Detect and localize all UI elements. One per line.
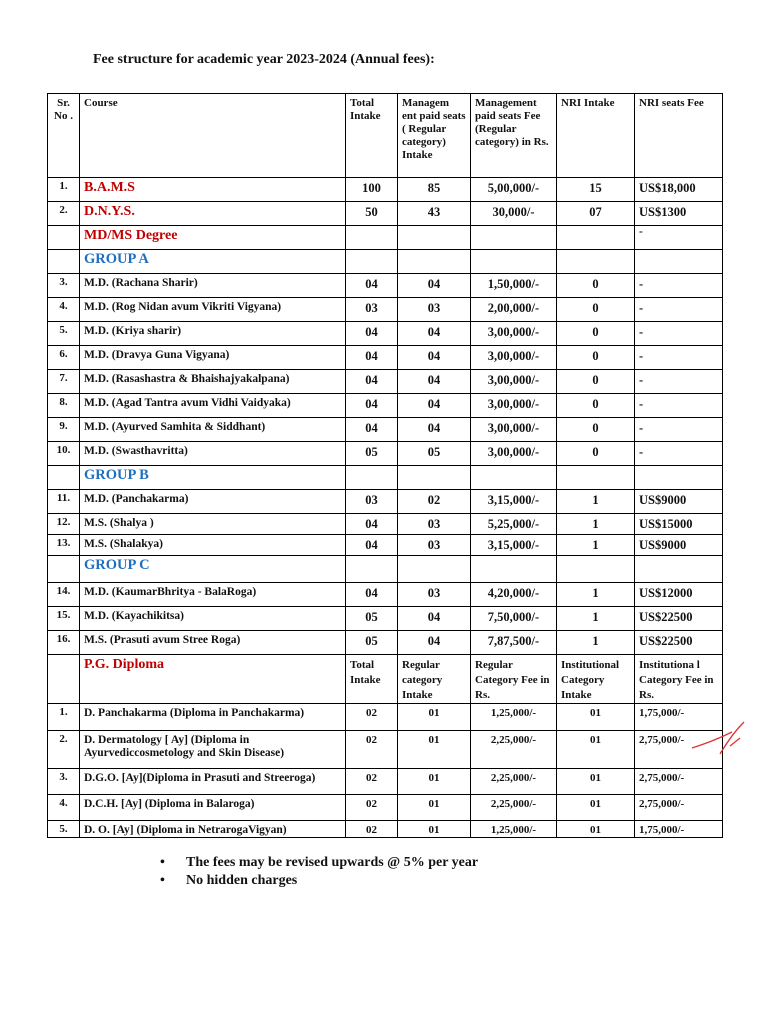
row-course: M.D. (Agad Tantra avum Vidhi Vaidyaka)	[80, 394, 346, 418]
page-title: Fee structure for academic year 2023-2024 (Annual fees):	[93, 52, 435, 67]
header-sr-no: Sr. No .	[48, 94, 80, 178]
row-management-fee: 2,00,000/-	[471, 298, 557, 322]
group-heading-row	[48, 556, 723, 583]
row-management-fee: 3,00,000/-	[471, 442, 557, 466]
row-course: M.D. (Swasthavritta)	[80, 442, 346, 466]
row-total-intake: 02	[346, 704, 398, 731]
row-total-intake: 04	[346, 535, 398, 556]
row-total-intake: 05	[346, 607, 398, 631]
row-management-fee: 3,00,000/-	[471, 370, 557, 394]
row-total-intake: 02	[346, 821, 398, 838]
mdms-heading-row	[48, 226, 723, 250]
table-row	[48, 535, 723, 556]
row-course: D.C.H. [Ay] (Diploma in Balaroga)	[80, 795, 346, 821]
row-management-fee: 5,00,000/-	[471, 178, 557, 202]
table-row	[48, 631, 723, 655]
row-course: M.S. (Shalakya)	[80, 535, 346, 556]
row-management-fee: 3,15,000/-	[471, 535, 557, 556]
header-management-fee: Management paid seats Fee (Regular category) in Rs.	[471, 94, 557, 178]
row-management-fee: 3,00,000/-	[471, 394, 557, 418]
row-sr-no: 2.	[48, 202, 80, 226]
row-course	[80, 178, 346, 202]
pg-diploma-heading: P.G. Diploma	[84, 657, 164, 672]
row-nri-fee: US$15000	[635, 514, 723, 535]
row-sr-no: 14.	[48, 583, 80, 607]
table-row	[48, 607, 723, 631]
header-course: Course	[80, 94, 346, 178]
row-sr-no: 9.	[48, 418, 80, 442]
mdms-nri-fee: -	[635, 226, 723, 250]
row-nri-fee: -	[635, 442, 723, 466]
row-total-intake: 02	[346, 795, 398, 821]
row-nri-intake: 0	[557, 322, 635, 346]
row-management-intake: 04	[398, 418, 471, 442]
row-institutional-intake: 01	[557, 769, 635, 795]
row-management-intake: 04	[398, 631, 471, 655]
row-total-intake: 03	[346, 490, 398, 514]
row-course: M.D. (Panchakarma)	[80, 490, 346, 514]
row-course	[80, 202, 346, 226]
row-nri-intake: 1	[557, 490, 635, 514]
row-sr-no: 1.	[48, 178, 80, 202]
row-management-intake: 04	[398, 607, 471, 631]
row-sr-no: 10.	[48, 442, 80, 466]
row-management-fee: 7,87,500/-	[471, 631, 557, 655]
row-nri-fee: US$22500	[635, 631, 723, 655]
row-management-intake: 03	[398, 535, 471, 556]
group-heading: GROUP A	[84, 251, 149, 267]
row-nri-intake: 1	[557, 535, 635, 556]
table-row	[48, 795, 723, 821]
row-sr-no: 5.	[48, 821, 80, 838]
fee-structure-table	[47, 93, 723, 838]
row-total-intake: 04	[346, 346, 398, 370]
row-management-fee: 1,50,000/-	[471, 274, 557, 298]
row-course: M.D. (Kayachikitsa)	[80, 607, 346, 631]
row-course: M.D. (Rog Nidan avum Vikriti Vigyana)	[80, 298, 346, 322]
table-row	[48, 298, 723, 322]
group-a-section	[48, 250, 723, 466]
table-row	[48, 370, 723, 394]
row-nri-fee: -	[635, 394, 723, 418]
row-management-intake: 04	[398, 370, 471, 394]
row-total-intake: 100	[346, 178, 398, 202]
row-total-intake: 02	[346, 731, 398, 769]
table-row	[48, 769, 723, 795]
row-course: M.S. (Shalya )	[80, 514, 346, 535]
note-no-hidden-charges: • No hidden charges	[160, 872, 478, 890]
row-management-intake: 43	[398, 202, 471, 226]
table-header-row	[48, 94, 723, 178]
row-nri-fee: -	[635, 322, 723, 346]
row-sr-no: 15.	[48, 607, 80, 631]
row-management-fee: 4,20,000/-	[471, 583, 557, 607]
row-nri-intake: 0	[557, 370, 635, 394]
row-regular-intake: 01	[398, 821, 471, 838]
table-row	[48, 418, 723, 442]
handwritten-pen-mark	[690, 718, 750, 756]
diploma-header-regular-fee: Regular Category Fee in Rs.	[471, 655, 557, 704]
notes-list	[160, 854, 478, 890]
group-heading: GROUP B	[84, 467, 149, 483]
row-management-fee: 3,15,000/-	[471, 490, 557, 514]
group-heading-row	[48, 466, 723, 490]
row-course: M.D. (Rasashastra & Bhaishajyakalpana)	[80, 370, 346, 394]
row-management-intake: 03	[398, 298, 471, 322]
row-nri-intake: 0	[557, 394, 635, 418]
row-nri-fee: US$9000	[635, 490, 723, 514]
row-nri-fee: US$12000	[635, 583, 723, 607]
row-nri-intake: 0	[557, 274, 635, 298]
pg-diploma-header-row	[48, 655, 723, 704]
row-nri-fee: -	[635, 370, 723, 394]
header-nri-intake: NRI Intake	[557, 94, 635, 178]
row-total-intake: 03	[346, 298, 398, 322]
row-nri-intake: 1	[557, 631, 635, 655]
row-management-intake: 04	[398, 274, 471, 298]
row-nri-fee: US$1300	[635, 202, 723, 226]
diploma-header-institutional-intake: Institutional Category Intake	[557, 655, 635, 704]
row-nri-intake: 1	[557, 514, 635, 535]
row-sr-no: 11.	[48, 490, 80, 514]
row-course: M.D. (Ayurved Samhita & Siddhant)	[80, 418, 346, 442]
row-management-intake: 85	[398, 178, 471, 202]
row-course-name: D.N.Y.S.	[84, 204, 135, 219]
table-row	[48, 490, 723, 514]
mdms-heading: MD/MS Degree	[84, 228, 178, 243]
row-total-intake: 04	[346, 322, 398, 346]
row-sr-no: 4.	[48, 795, 80, 821]
row-course: M.D. (Dravya Guna Vigyana)	[80, 346, 346, 370]
note-fee-revision: • The fees may be revised upwards @ 5% per year	[160, 854, 478, 872]
row-course: D.G.O. [Ay](Diploma in Prasuti and Streeroga)	[80, 769, 346, 795]
row-regular-intake: 01	[398, 795, 471, 821]
row-nri-intake: 0	[557, 442, 635, 466]
table-row	[48, 178, 723, 202]
row-management-intake: 04	[398, 322, 471, 346]
row-institutional-intake: 01	[557, 795, 635, 821]
group-c-section	[48, 556, 723, 655]
row-course: D. Panchakarma (Diploma in Panchakarma)	[80, 704, 346, 731]
row-nri-intake: 1	[557, 607, 635, 631]
table-row	[48, 704, 723, 731]
row-sr-no: 6.	[48, 346, 80, 370]
row-regular-intake: 01	[398, 769, 471, 795]
row-institutional-fee: 1,75,000/-	[635, 704, 723, 731]
row-nri-intake: 07	[557, 202, 635, 226]
diploma-header-total-intake: Total Intake	[346, 655, 398, 704]
row-total-intake: 04	[346, 514, 398, 535]
header-nri-fee: NRI seats Fee	[635, 94, 723, 178]
table-row	[48, 274, 723, 298]
row-management-fee: 30,000/-	[471, 202, 557, 226]
row-total-intake: 05	[346, 631, 398, 655]
row-sr-no: 2.	[48, 731, 80, 769]
row-total-intake: 04	[346, 394, 398, 418]
row-nri-fee: -	[635, 346, 723, 370]
row-management-fee: 7,50,000/-	[471, 607, 557, 631]
group-heading-row	[48, 250, 723, 274]
row-institutional-fee: 1,75,000/-	[635, 821, 723, 838]
row-total-intake: 02	[346, 769, 398, 795]
row-course: M.D. (KaumarBhritya - BalaRoga)	[80, 583, 346, 607]
row-nri-intake: 15	[557, 178, 635, 202]
row-institutional-intake: 01	[557, 704, 635, 731]
row-course-name: B.A.M.S	[84, 180, 135, 195]
diploma-header-regular-intake: Regular category Intake	[398, 655, 471, 704]
table-row	[48, 346, 723, 370]
row-nri-fee: -	[635, 298, 723, 322]
row-regular-fee: 2,25,000/-	[471, 795, 557, 821]
table-row	[48, 442, 723, 466]
row-course: D. O. [Ay] (Diploma in NetrarogaVigyan)	[80, 821, 346, 838]
row-nri-intake: 0	[557, 418, 635, 442]
row-sr-no: 4.	[48, 298, 80, 322]
row-nri-intake: 0	[557, 298, 635, 322]
row-total-intake: 04	[346, 418, 398, 442]
row-sr-no: 3.	[48, 274, 80, 298]
row-course: M.D. (Rachana Sharir)	[80, 274, 346, 298]
group-b-section	[48, 466, 723, 556]
row-sr-no: 8.	[48, 394, 80, 418]
row-course: D. Dermatology [ Ay] (Diploma in Ayurvediccosmetology and Skin Disease)	[80, 731, 346, 769]
table-row	[48, 322, 723, 346]
row-sr-no: 13.	[48, 535, 80, 556]
row-management-fee: 3,00,000/-	[471, 322, 557, 346]
row-institutional-intake: 01	[557, 821, 635, 838]
row-course: M.S. (Prasuti avum Stree Roga)	[80, 631, 346, 655]
row-total-intake: 04	[346, 583, 398, 607]
table-row	[48, 821, 723, 838]
row-nri-fee: US$9000	[635, 535, 723, 556]
row-management-fee: 3,00,000/-	[471, 346, 557, 370]
row-sr-no: 12.	[48, 514, 80, 535]
row-total-intake: 04	[346, 274, 398, 298]
pg-diploma-section	[48, 704, 723, 838]
row-course: M.D. (Kriya sharir)	[80, 322, 346, 346]
row-institutional-fee: 2,75,000/-	[635, 769, 723, 795]
row-management-intake: 05	[398, 442, 471, 466]
row-regular-fee: 1,25,000/-	[471, 704, 557, 731]
row-management-fee: 5,25,000/-	[471, 514, 557, 535]
table-row	[48, 202, 723, 226]
row-sr-no: 1.	[48, 704, 80, 731]
row-nri-fee: -	[635, 418, 723, 442]
row-regular-intake: 01	[398, 731, 471, 769]
header-total-intake: Total Intake	[346, 94, 398, 178]
row-institutional-fee: 2,75,000/-	[635, 731, 723, 769]
row-total-intake: 50	[346, 202, 398, 226]
ug-section	[48, 178, 723, 226]
row-nri-intake: 0	[557, 346, 635, 370]
row-institutional-intake: 01	[557, 731, 635, 769]
table-row	[48, 394, 723, 418]
group-heading: GROUP C	[84, 557, 150, 573]
row-institutional-fee: 2,75,000/-	[635, 795, 723, 821]
row-nri-fee: -	[635, 274, 723, 298]
row-regular-fee: 2,25,000/-	[471, 731, 557, 769]
row-sr-no: 5.	[48, 322, 80, 346]
row-management-intake: 04	[398, 394, 471, 418]
row-total-intake: 04	[346, 370, 398, 394]
row-sr-no: 7.	[48, 370, 80, 394]
row-management-fee: 3,00,000/-	[471, 418, 557, 442]
diploma-header-institutional-fee: Institutiona l Category Fee in Rs.	[635, 655, 723, 704]
row-regular-fee: 2,25,000/-	[471, 769, 557, 795]
row-nri-intake: 1	[557, 583, 635, 607]
row-regular-fee: 1,25,000/-	[471, 821, 557, 838]
row-regular-intake: 01	[398, 704, 471, 731]
row-nri-fee: US$22500	[635, 607, 723, 631]
row-management-intake: 03	[398, 514, 471, 535]
row-management-intake: 02	[398, 490, 471, 514]
row-management-intake: 04	[398, 346, 471, 370]
row-management-intake: 03	[398, 583, 471, 607]
table-row	[48, 731, 723, 769]
header-management-intake: Managem ent paid seats ( Regular category) Intake	[398, 94, 471, 178]
row-sr-no: 16.	[48, 631, 80, 655]
row-sr-no: 3.	[48, 769, 80, 795]
table-row	[48, 583, 723, 607]
row-total-intake: 05	[346, 442, 398, 466]
row-nri-fee: US$18,000	[635, 178, 723, 202]
table-row	[48, 514, 723, 535]
